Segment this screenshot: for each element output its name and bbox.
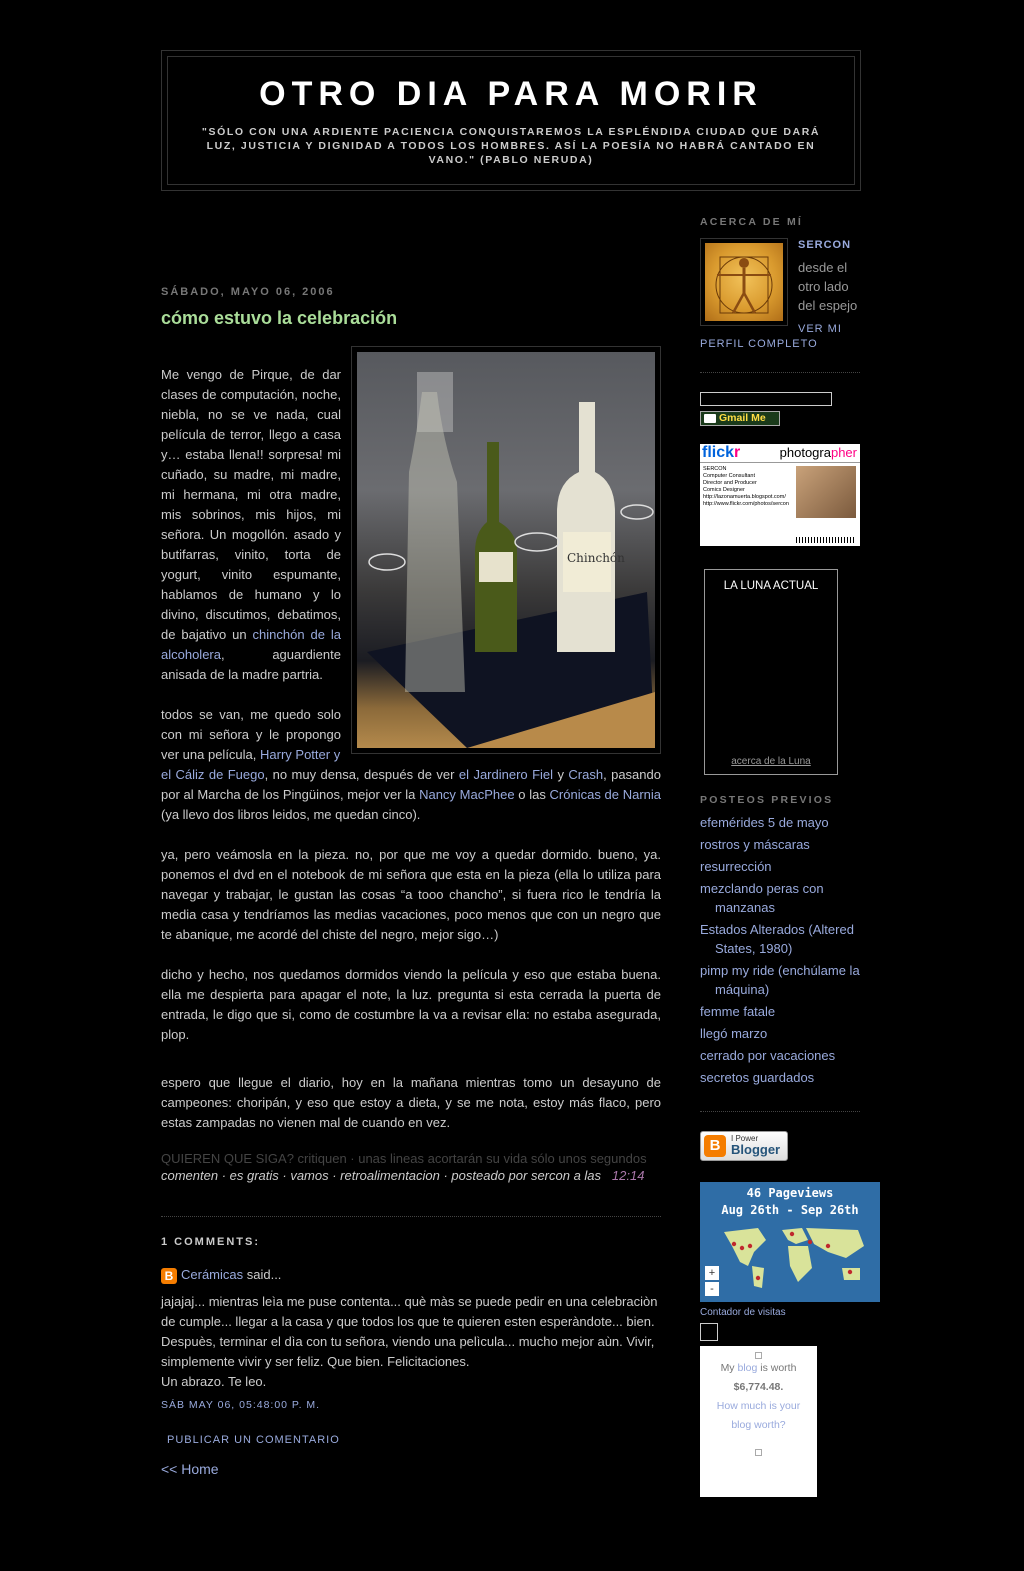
previous-post-link[interactable]: llegó marzo (700, 1026, 768, 1041)
comments-header: 1 COMMENTS: (161, 1236, 260, 1248)
flickr-logo-b: r (734, 444, 741, 461)
post-paragraph-5: espero que llegue el diario, hoy en la mañana mientras tomo un desayuno de campeones: choripán, y eso que estoy a dieta, y se me nota, estoy más flaco, pero estas zampadas no vienen mal de cuando en vez. (161, 1075, 661, 1130)
ipower-small-text: I Power (731, 1134, 759, 1143)
previous-post-link[interactable]: resurrección (700, 859, 772, 874)
worth-text-b: is worth (757, 1362, 797, 1374)
blog-title[interactable]: OTRO DIA PARA MORIR (259, 75, 763, 113)
profile-description: desde el otro lado del espejo (798, 260, 858, 313)
previous-post-link[interactable]: cerrado por vacaciones (700, 1048, 836, 1063)
worth-line-1 (700, 1359, 817, 1378)
comment-text: jajajaj... mientras leìa me puse contenta... què màs se puede pedir en una celebraciòn de cumple... llegar a la casa y que todos los que te quieren esten esperàndote... bien. Despuès, terminar el dìa con tu señora, viendo una pelìcula... mucho mejor aùn. Vivir, simplemente vivir y ser feliz. Que bien. Felicitaciones. (161, 1294, 658, 1369)
comment-signoff: Un abrazo. Te leo. (161, 1374, 267, 1389)
flickr-badge-header (700, 444, 860, 463)
post-comment-link[interactable]: PUBLICAR UN COMENTARIO (167, 1434, 340, 1446)
previous-post-link[interactable]: pimp my ride (enchúlame la máquina) (700, 963, 860, 997)
blog-worth-question-link[interactable]: How much is your blog worth? (716, 1400, 801, 1431)
world-map (718, 1222, 870, 1292)
pageviews-count: 46 Pageviews (746, 1186, 834, 1200)
link-chinchon[interactable]: chinchón de la alcoholera (161, 627, 341, 662)
flickr-logo-a: flick (702, 444, 735, 461)
vitruvian-man-image (705, 243, 783, 321)
sidebar (700, 216, 880, 1431)
comment-timestamp[interactable]: SÁB MAY 06, 05:48:00 P. M. (161, 1399, 321, 1411)
previous-post-link[interactable]: rostros y máscaras (700, 837, 810, 852)
previous-post-link[interactable]: mezclando peras con manzanas (700, 881, 824, 915)
flickr-ph-a: photogra (779, 445, 831, 460)
worth-top-icon (755, 1352, 762, 1359)
paragraph-1-end: , aguardiente anisada de la madre partria. (161, 647, 341, 682)
post-paragraph-2-rest (161, 765, 661, 825)
post-paragraph-4: dicho y hecho, nos quedamos dormidos viendo la película y eso que estaba buena. ella me despierta para apagar el note, la luz. pregunta si esta cerrada la puerta de entrada, le digo que si, como de costumbre la va a revisar ella: no estaba asegurada, plop. (161, 967, 661, 1042)
link-crash[interactable]: Crash (568, 767, 604, 782)
pageviews-map-widget[interactable] (700, 1182, 880, 1302)
paragraph-2-text: todos se van, me quedo solo con mi señora y le propongo ver una película, (161, 707, 341, 762)
flickr-card-text: SERCON Computer Consultant Director and Producer Comics Designer http://lazonamuerta.blogspot.com/ http://www.flickr.com/photos/sercon (703, 466, 789, 507)
blogger-logo-icon: B (704, 1135, 726, 1157)
previous-post-link[interactable]: efemérides 5 de mayo (700, 815, 829, 830)
moon-widget (704, 569, 838, 775)
profile-name-link[interactable]: SERCON (798, 239, 852, 251)
post-photo[interactable] (351, 346, 661, 754)
worth-blog-link[interactable]: blog (737, 1362, 758, 1374)
link-harry-potter-part2[interactable]: el Cáliz de Fuego (161, 767, 265, 782)
visit-counter-image[interactable] (700, 1323, 718, 1341)
profile-link-line-1[interactable]: VER MI (798, 323, 842, 335)
pageviews-range: Aug 26th - Sep 26th (721, 1203, 859, 1217)
post-footer-text: comenten · es gratis · vamos · retroalimentacion · posteado por sercon a las (161, 1168, 602, 1183)
profile-photo[interactable] (700, 238, 788, 326)
link-jardinero-fiel[interactable]: el Jardinero Fiel (458, 767, 554, 782)
home-link[interactable]: << Home (161, 1461, 219, 1477)
flickr-logo (702, 444, 740, 462)
zoom-out-button[interactable]: - (705, 1282, 719, 1296)
flickr-photographer-label (780, 445, 857, 460)
sidebar-divider-1 (700, 372, 860, 373)
profile-full-link[interactable] (700, 322, 860, 352)
post-paragraph-1 (161, 365, 341, 685)
post-footer-line-1: QUIEREN QUE SIGA? critiquen · unas lineas acortarán su vida sólo unos segundos (161, 1151, 647, 1166)
envelope-icon (704, 414, 716, 423)
worth-bottom-icon (755, 1449, 762, 1456)
link-cronicas-narnia[interactable]: Crónicas de Narnia (549, 787, 661, 802)
paragraph-1-text: Me vengo de Pirque, de dar clases de computación, noche, niebla, no se ve nada, cual película de terror, llego a casa y… estaba llena!! sorpresa! mi cuñado, su madre, mi madre, mi hermana, mi otra madre, mis sobrinos, mis hijos, mi señora. Un mogollón. asado y butifarras, vinito, torta de yogurt, vinito espumante, hablamos de humano y lo divino, discutimos, debatimos, de bajativo un (161, 367, 341, 642)
paragraph-2-c: y (553, 767, 569, 782)
paragraph-2-f: (ya llevo dos libros leidos, me quedan cinco). (161, 807, 421, 822)
flickr-badge[interactable] (700, 444, 860, 546)
visit-counter-link[interactable]: Contador de visitas (700, 1307, 786, 1318)
paragraph-2-b: , no muy densa, después de ver (264, 767, 459, 782)
flickr-barcode (796, 537, 856, 543)
bottles-photo (357, 352, 655, 748)
gmail-me-button[interactable] (700, 411, 780, 426)
bottles-illustration (357, 352, 655, 748)
link-nancy-macphee[interactable]: Nancy MacPhee (419, 787, 515, 802)
blog-description: "SÓLO CON UNA ARDIENTE PACIENCIA CONQUISTAREMOS LA ESPLÉNDIDA CIUDAD QUE DARÁ LUZ, JUSTICIA Y DIGNIDAD A TODOS LOS HOMBRES. ASÍ LA POESÍA NO HABRÁ CANTADO EN VANO." (PABLO NERUDA) (201, 126, 821, 166)
vitruvian-illustration (705, 243, 783, 321)
blogger-icon: B (161, 1268, 177, 1284)
ipower-big-text: Blogger (731, 1142, 781, 1157)
svg-text:Chinchón: Chinchón (567, 551, 625, 565)
post-paragraph-2-start (161, 705, 341, 765)
zoom-in-button[interactable]: + (705, 1266, 719, 1280)
sidebar-divider-2 (700, 1111, 860, 1112)
gmail-label: Gmail Me (719, 412, 766, 424)
previous-post-link[interactable]: femme fatale (700, 1004, 776, 1019)
comment-author-link[interactable]: Cerámicas (181, 1267, 244, 1282)
flickr-avatar (796, 466, 856, 518)
post-footer (161, 1150, 661, 1184)
previous-post-link[interactable]: Estados Alterados (Altered States, 1980) (700, 922, 854, 956)
profile-link-line-2[interactable]: PERFIL COMPLETO (700, 338, 818, 350)
comments-divider (161, 1216, 661, 1217)
post-footer-line-2 (161, 1167, 661, 1184)
powered-by-blogger-badge[interactable] (700, 1131, 788, 1161)
previous-post-link[interactable]: secretos guardados (700, 1070, 815, 1085)
paragraph-2-e: o las (514, 787, 550, 802)
header-inner-frame (167, 56, 855, 185)
main-content (161, 286, 661, 1477)
post-title[interactable]: cómo estuvo la celebración (161, 308, 398, 328)
blog-worth-amount: $6,774.48. (733, 1381, 784, 1393)
moon-about-link[interactable]: acerca de la Luna (731, 756, 811, 767)
blog-header (161, 50, 861, 191)
link-harry-potter-part1[interactable]: Harry Potter y (260, 747, 341, 762)
comment-author-line (161, 1267, 281, 1284)
about-heading: ACERCA DE MÍ (700, 216, 804, 228)
post-date: SÁBADO, MAYO 06, 2006 (161, 286, 335, 298)
flickr-ph-b: pher (830, 445, 857, 460)
post-paragraph-3: ya, pero veámosla en la pieza. no, por que me voy a quedar dormido. bueno, ya. ponemos el dvd en el notebook de mi señora que esta en la pieza (ella lo utiliza para navegar y trabajar, le gustan las cosas “a tooo chancho”, si fuera rico le tendría la media casa y tendríamos las medias vacaciones, poco menos que con un negro que te abanique, me acordé del chiste del negro, mejor sigo…) (161, 847, 661, 942)
comment-said: said... (243, 1267, 282, 1282)
worth-text-a: My (720, 1362, 738, 1374)
blog-worth-widget[interactable] (700, 1346, 817, 1497)
gmail-input[interactable] (700, 392, 832, 406)
moon-widget-title: LA LUNA ACTUAL (723, 580, 819, 592)
comment-body (161, 1292, 661, 1392)
paragraph-2-d: , pasando por al Marcha de los Pingüinos, mejor ver la (161, 767, 661, 802)
previous-posts-heading: POSTEOS PREVIOS (700, 794, 834, 806)
post-permalink-time[interactable]: 12:14 (611, 1168, 645, 1183)
previous-posts-list (700, 813, 864, 1090)
